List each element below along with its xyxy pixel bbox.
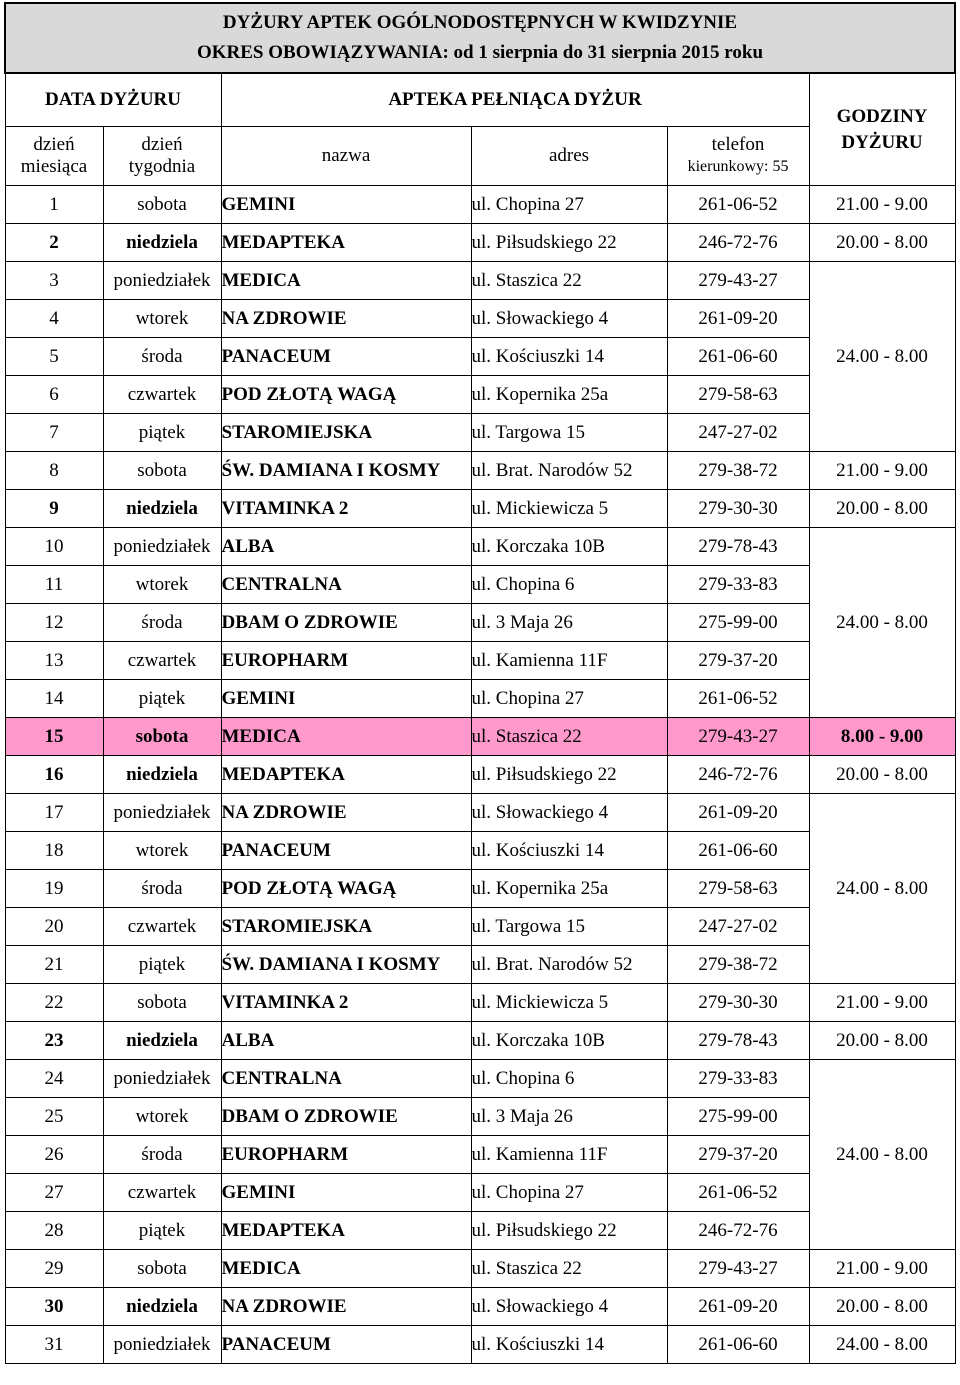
pharmacy-name-cell: MEDICA: [221, 718, 471, 756]
pharmacy-phone-cell: 279-33-83: [667, 1060, 809, 1098]
day-of-month-cell: 2: [5, 224, 103, 262]
day-of-week-cell: sobota: [103, 186, 221, 224]
table-row: [5, 984, 955, 1022]
table-row: [5, 452, 955, 490]
pharmacy-name-cell: EUROPHARM: [221, 1136, 471, 1174]
table-row: [5, 756, 955, 794]
pharmacy-name-cell: ALBA: [221, 1022, 471, 1060]
pharmacy-phone-cell: 246-72-76: [667, 224, 809, 262]
day-of-week-cell: czwartek: [103, 1174, 221, 1212]
pharmacy-address-cell: ul. Brat. Narodów 52: [471, 452, 667, 490]
table-row: [5, 528, 955, 566]
day-of-week-cell: wtorek: [103, 832, 221, 870]
pharmacy-address-cell: ul. Mickiewicza 5: [471, 984, 667, 1022]
day-of-week-cell: niedziela: [103, 1288, 221, 1326]
pharmacy-address-cell: ul. Kopernika 25a: [471, 376, 667, 414]
day-of-week-cell: środa: [103, 1136, 221, 1174]
pharmacy-address-cell: ul. Kościuszki 14: [471, 832, 667, 870]
pharmacy-address-cell: ul. Kościuszki 14: [471, 1326, 667, 1364]
pharmacy-name-cell: VITAMINKA 2: [221, 984, 471, 1022]
pharmacy-phone-cell: 279-78-43: [667, 528, 809, 566]
day-of-month-cell: 21: [5, 946, 103, 984]
table-row: [5, 1288, 955, 1326]
pharmacy-group-header: APTEKA PEŁNIĄCA DYŻUR: [221, 73, 809, 127]
day-of-month-cell: 15: [5, 718, 103, 756]
day-of-month-cell: 26: [5, 1136, 103, 1174]
day-of-month-cell: 20: [5, 908, 103, 946]
pharmacy-phone-cell: 275-99-00: [667, 604, 809, 642]
table-row: [5, 1250, 955, 1288]
day-of-month-cell: 13: [5, 642, 103, 680]
pharmacy-phone-cell: 279-38-72: [667, 452, 809, 490]
phone-line-2: kierunkowy: 55: [687, 158, 789, 175]
pharmacy-address-cell: ul. Mickiewicza 5: [471, 490, 667, 528]
pharmacy-name-cell: MEDAPTEKA: [221, 224, 471, 262]
duty-hours-cell: 21.00 - 9.00: [809, 984, 955, 1022]
pharmacy-phone-cell: 279-37-20: [667, 1136, 809, 1174]
hours-header-text: GODZINY DYŻURU: [836, 105, 928, 153]
pharmacy-address-cell: ul. 3 Maja 26: [471, 1098, 667, 1136]
pharmacy-phone-cell: 279-30-30: [667, 984, 809, 1022]
pharmacy-phone-cell: 279-78-43: [667, 1022, 809, 1060]
pharmacy-name-cell: GEMINI: [221, 680, 471, 718]
pharmacy-phone-cell: 261-09-20: [667, 300, 809, 338]
pharmacy-phone-cell: 261-09-20: [667, 794, 809, 832]
day-of-week-cell: środa: [103, 604, 221, 642]
day-of-month-cell: 4: [5, 300, 103, 338]
table-row: [5, 490, 955, 528]
pharmacy-name-cell: VITAMINKA 2: [221, 490, 471, 528]
day-of-month-cell: 17: [5, 794, 103, 832]
pharmacy-address-cell: ul. Staszica 22: [471, 262, 667, 300]
day-of-month-cell: 10: [5, 528, 103, 566]
phone-line-1: telefon: [711, 134, 765, 155]
pharmacy-phone-cell: 261-06-60: [667, 832, 809, 870]
day-of-week-cell: poniedziałek: [103, 528, 221, 566]
pharmacy-name-cell: NA ZDROWIE: [221, 794, 471, 832]
day-of-month-cell: 11: [5, 566, 103, 604]
day-of-week-cell: poniedziałek: [103, 794, 221, 832]
pharmacy-name-cell: DBAM O ZDROWIE: [221, 604, 471, 642]
pharmacy-address-cell: ul. Chopina 27: [471, 680, 667, 718]
day-of-week-cell: czwartek: [103, 908, 221, 946]
day-of-month-cell: 29: [5, 1250, 103, 1288]
pharmacy-name-cell: MEDAPTEKA: [221, 756, 471, 794]
duty-hours-cell: 24.00 - 8.00: [809, 794, 955, 984]
day-of-week-cell: poniedziałek: [103, 1060, 221, 1098]
duty-hours-cell: 20.00 - 8.00: [809, 224, 955, 262]
pharmacy-phone-cell: 279-33-83: [667, 566, 809, 604]
day-of-month-cell: 14: [5, 680, 103, 718]
date-group-header: DATA DYŻURU: [5, 73, 221, 127]
pharmacy-phone-cell: 279-58-63: [667, 870, 809, 908]
pharmacy-address-cell: ul. Brat. Narodów 52: [471, 946, 667, 984]
duty-hours-cell: 20.00 - 8.00: [809, 1022, 955, 1060]
day-of-month-cell: 7: [5, 414, 103, 452]
day-of-month-cell: 28: [5, 1212, 103, 1250]
duty-table: [4, 2, 956, 1364]
pharmacy-phone-cell: 279-43-27: [667, 1250, 809, 1288]
day-of-month-cell: 16: [5, 756, 103, 794]
day-of-week-cell: piątek: [103, 414, 221, 452]
pharmacy-address-cell: ul. Piłsudskiego 22: [471, 224, 667, 262]
hours-header: [809, 73, 955, 186]
table-row: [5, 1326, 955, 1364]
address-header: adres: [471, 127, 667, 186]
pharmacy-phone-cell: 246-72-76: [667, 1212, 809, 1250]
pharmacy-name-cell: NA ZDROWIE: [221, 1288, 471, 1326]
duty-hours-cell: 20.00 - 8.00: [809, 756, 955, 794]
day-of-week-cell: niedziela: [103, 224, 221, 262]
day-of-week-cell: sobota: [103, 984, 221, 1022]
day-of-week-cell: czwartek: [103, 642, 221, 680]
day-of-week-cell: piątek: [103, 1212, 221, 1250]
pharmacy-phone-cell: 247-27-02: [667, 908, 809, 946]
title-line-2: OKRES OBOWIĄZYWANIA: od 1 sierpnia do 31 sierpnia 2015 roku: [196, 42, 764, 63]
day-of-month-cell: 3: [5, 262, 103, 300]
title-row: [5, 3, 955, 73]
day-of-week-cell: poniedziałek: [103, 1326, 221, 1364]
pharmacy-address-cell: ul. Kamienna 11F: [471, 1136, 667, 1174]
pharmacy-name-cell: PANACEUM: [221, 832, 471, 870]
pharmacy-address-cell: ul. Korczaka 10B: [471, 528, 667, 566]
pharmacy-phone-cell: 261-06-52: [667, 186, 809, 224]
table-row: [5, 1022, 955, 1060]
pharmacy-address-cell: ul. Słowackiego 4: [471, 794, 667, 832]
pharmacy-address-cell: ul. Piłsudskiego 22: [471, 1212, 667, 1250]
pharmacy-phone-cell: 279-38-72: [667, 946, 809, 984]
day-of-month-cell: 12: [5, 604, 103, 642]
day-of-week-cell: niedziela: [103, 1022, 221, 1060]
pharmacy-name-cell: POD ZŁOTĄ WAGĄ: [221, 870, 471, 908]
pharmacy-phone-cell: 261-06-52: [667, 1174, 809, 1212]
day-of-month-cell: 8: [5, 452, 103, 490]
document-title: [5, 3, 955, 73]
day-of-week-cell: niedziela: [103, 490, 221, 528]
pharmacy-address-cell: ul. Chopina 27: [471, 186, 667, 224]
pharmacy-address-cell: ul. Chopina 6: [471, 566, 667, 604]
pharmacy-name-cell: ŚW. DAMIANA I KOSMY: [221, 452, 471, 490]
day-of-week-line-2: tygodnia: [128, 156, 196, 177]
pharmacy-phone-cell: 261-06-60: [667, 338, 809, 376]
pharmacy-address-cell: ul. Targowa 15: [471, 908, 667, 946]
pharmacy-name-cell: MEDICA: [221, 262, 471, 300]
title-line-1: DYŻURY APTEK OGÓLNODOSTĘPNYCH W KWIDZYNIE: [222, 12, 738, 33]
pharmacy-address-cell: ul. Staszica 22: [471, 718, 667, 756]
pharmacy-address-cell: ul. Słowackiego 4: [471, 300, 667, 338]
day-of-week-cell: wtorek: [103, 300, 221, 338]
day-of-week-cell: czwartek: [103, 376, 221, 414]
pharmacy-phone-cell: 279-58-63: [667, 376, 809, 414]
day-of-month-line-1: dzień: [33, 134, 75, 155]
day-of-month-cell: 1: [5, 186, 103, 224]
pharmacy-name-cell: MEDAPTEKA: [221, 1212, 471, 1250]
pharmacy-phone-cell: 275-99-00: [667, 1098, 809, 1136]
pharmacy-name-cell: GEMINI: [221, 1174, 471, 1212]
pharmacy-name-cell: EUROPHARM: [221, 642, 471, 680]
pharmacy-address-cell: ul. Targowa 15: [471, 414, 667, 452]
pharmacy-name-cell: STAROMIEJSKA: [221, 908, 471, 946]
day-of-month-cell: 23: [5, 1022, 103, 1060]
pharmacy-name-cell: GEMINI: [221, 186, 471, 224]
day-of-week-cell: wtorek: [103, 1098, 221, 1136]
day-of-week-cell: sobota: [103, 1250, 221, 1288]
table-row: [5, 794, 955, 832]
day-of-month-cell: 18: [5, 832, 103, 870]
day-of-month-cell: 9: [5, 490, 103, 528]
pharmacy-name-cell: ALBA: [221, 528, 471, 566]
day-of-week-cell: niedziela: [103, 756, 221, 794]
table-row: [5, 718, 955, 756]
duty-hours-cell: 24.00 - 8.00: [809, 1326, 955, 1364]
duty-hours-cell: 21.00 - 9.00: [809, 186, 955, 224]
pharmacy-address-cell: ul. 3 Maja 26: [471, 604, 667, 642]
pharmacy-address-cell: ul. Kamienna 11F: [471, 642, 667, 680]
day-of-month-cell: 6: [5, 376, 103, 414]
pharmacy-name-cell: CENTRALNA: [221, 1060, 471, 1098]
pharmacy-name-cell: ŚW. DAMIANA I KOSMY: [221, 946, 471, 984]
pharmacy-address-cell: ul. Chopina 27: [471, 1174, 667, 1212]
duty-hours-cell: 24.00 - 8.00: [809, 1060, 955, 1250]
table-row: [5, 1060, 955, 1098]
pharmacy-phone-cell: 247-27-02: [667, 414, 809, 452]
duty-hours-cell: 24.00 - 8.00: [809, 262, 955, 452]
pharmacy-phone-cell: 261-06-52: [667, 680, 809, 718]
day-of-month-cell: 25: [5, 1098, 103, 1136]
table-row: [5, 186, 955, 224]
pharmacy-name-cell: STAROMIEJSKA: [221, 414, 471, 452]
day-of-week-cell: wtorek: [103, 566, 221, 604]
day-of-month-line-2: miesiąca: [20, 156, 88, 177]
day-of-month-cell: 19: [5, 870, 103, 908]
day-of-week-cell: piątek: [103, 946, 221, 984]
pharmacy-name-cell: PANACEUM: [221, 1326, 471, 1364]
duty-hours-cell: 20.00 - 8.00: [809, 490, 955, 528]
phone-header: [667, 127, 809, 186]
pharmacy-phone-cell: 279-30-30: [667, 490, 809, 528]
day-of-week-cell: poniedziałek: [103, 262, 221, 300]
pharmacy-phone-cell: 279-37-20: [667, 642, 809, 680]
day-of-month-cell: 22: [5, 984, 103, 1022]
pharmacy-address-cell: ul. Piłsudskiego 22: [471, 756, 667, 794]
duty-hours-cell: 20.00 - 8.00: [809, 1288, 955, 1326]
table-row: [5, 262, 955, 300]
day-of-week-cell: środa: [103, 338, 221, 376]
duty-hours-cell: 21.00 - 9.00: [809, 452, 955, 490]
pharmacy-name-cell: PANACEUM: [221, 338, 471, 376]
day-of-month-cell: 27: [5, 1174, 103, 1212]
pharmacy-address-cell: ul. Staszica 22: [471, 1250, 667, 1288]
day-of-month-cell: 30: [5, 1288, 103, 1326]
pharmacy-address-cell: ul. Słowackiego 4: [471, 1288, 667, 1326]
pharmacy-phone-cell: 261-09-20: [667, 1288, 809, 1326]
pharmacy-address-cell: ul. Kopernika 25a: [471, 870, 667, 908]
day-of-week-cell: środa: [103, 870, 221, 908]
pharmacy-address-cell: ul. Kościuszki 14: [471, 338, 667, 376]
duty-hours-cell: 24.00 - 8.00: [809, 528, 955, 718]
day-of-month-cell: 5: [5, 338, 103, 376]
day-of-week-cell: sobota: [103, 452, 221, 490]
duty-schedule-document: [4, 2, 954, 1364]
pharmacy-phone-cell: 261-06-60: [667, 1326, 809, 1364]
name-header: nazwa: [221, 127, 471, 186]
day-of-week-line-1: dzień: [141, 134, 183, 155]
day-of-week-cell: sobota: [103, 718, 221, 756]
pharmacy-name-cell: NA ZDROWIE: [221, 300, 471, 338]
pharmacy-phone-cell: 246-72-76: [667, 756, 809, 794]
pharmacy-name-cell: MEDICA: [221, 1250, 471, 1288]
header-row-1: [5, 73, 955, 127]
pharmacy-name-cell: POD ZŁOTĄ WAGĄ: [221, 376, 471, 414]
duty-hours-cell: 21.00 - 9.00: [809, 1250, 955, 1288]
day-of-month-cell: 31: [5, 1326, 103, 1364]
day-of-month-cell: 24: [5, 1060, 103, 1098]
table-row: [5, 224, 955, 262]
pharmacy-name-cell: DBAM O ZDROWIE: [221, 1098, 471, 1136]
pharmacy-phone-cell: 279-43-27: [667, 262, 809, 300]
day-of-week-header: [103, 127, 221, 186]
pharmacy-name-cell: CENTRALNA: [221, 566, 471, 604]
pharmacy-address-cell: ul. Chopina 6: [471, 1060, 667, 1098]
pharmacy-address-cell: ul. Korczaka 10B: [471, 1022, 667, 1060]
day-of-month-header: [5, 127, 103, 186]
duty-hours-cell: 8.00 - 9.00: [809, 718, 955, 756]
pharmacy-phone-cell: 279-43-27: [667, 718, 809, 756]
day-of-week-cell: piątek: [103, 680, 221, 718]
